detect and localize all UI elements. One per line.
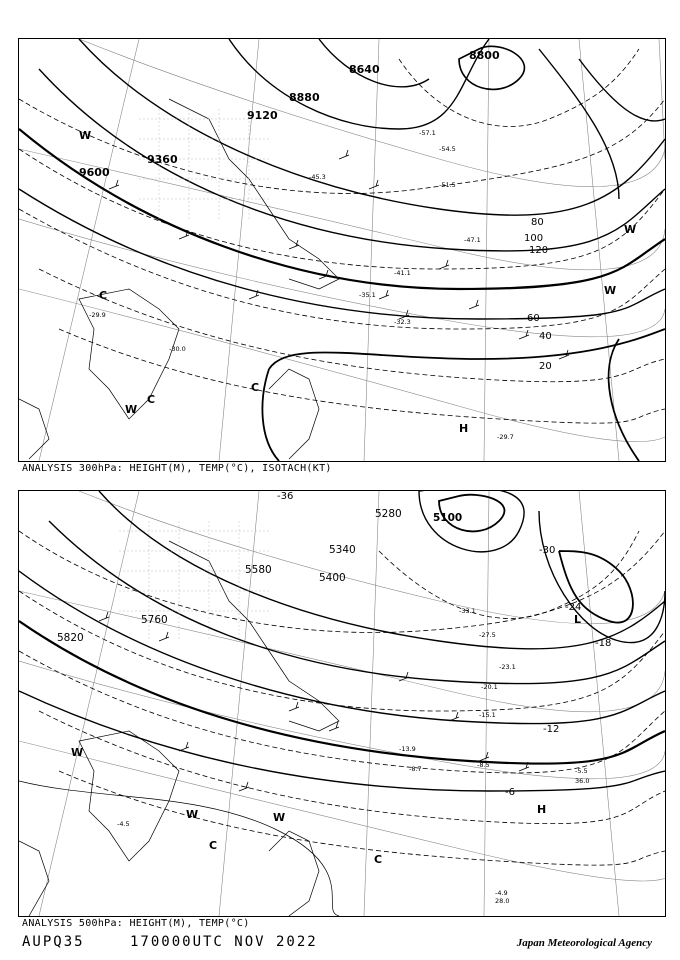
temp-label: -41.1: [394, 269, 411, 277]
cold-symbol: C: [374, 853, 383, 866]
agency-name: Japan Meteorological Agency: [516, 937, 652, 949]
height-label: 9600: [79, 166, 110, 179]
warm-symbol: W: [273, 811, 286, 824]
warm-symbol: W: [186, 808, 199, 821]
isotherm-label: -36: [277, 491, 294, 502]
station-value: 28.0: [495, 897, 510, 905]
station-value: -23.1: [499, 663, 516, 671]
isotach-labels: [524, 217, 552, 372]
height-label: 9120: [247, 109, 278, 122]
isotach-label: 100: [524, 233, 544, 244]
warm-symbol: W: [624, 223, 637, 236]
warm-symbol: W: [79, 129, 92, 142]
map-500hpa: [19, 491, 665, 916]
station-value: -8.5: [477, 761, 490, 769]
isotach-label: 40: [539, 331, 552, 342]
footer: [22, 934, 652, 954]
isotherm-label: -30: [539, 545, 556, 556]
height-label: 8880: [289, 91, 320, 104]
warm-symbol: W: [604, 284, 617, 297]
height-label: 5820: [57, 632, 84, 644]
height-label: 5100: [433, 512, 463, 524]
isotach-label: 20: [539, 361, 552, 372]
height-label: 5340: [329, 544, 356, 556]
height-label: 5400: [319, 572, 346, 584]
cold-symbol: C: [209, 839, 218, 852]
temp-label: -29.9: [89, 311, 106, 319]
temp-label: -30.0: [169, 345, 186, 353]
isotherm-labels: [277, 491, 611, 798]
warm-symbol: W: [71, 746, 84, 759]
height-contours: [19, 39, 665, 461]
isotherm-label: -6: [505, 787, 515, 798]
temp-label: -51.5: [439, 181, 456, 189]
isotherms: [19, 49, 665, 423]
station-value: -27.5: [479, 631, 496, 639]
height-label: 8640: [349, 63, 380, 76]
temp-label: -57.1: [419, 129, 436, 137]
caption-500hpa: ANALYSIS 500hPa: HEIGHT(M), TEMP(°C): [22, 918, 250, 929]
station-value: -5.5: [575, 767, 588, 775]
caption-300hpa: ANALYSIS 300hPa: HEIGHT(M), TEMP(°C), ISOTACH(KT): [22, 463, 332, 474]
height-label: 8800: [469, 49, 500, 62]
high-symbol: H: [459, 422, 469, 435]
graticule: [19, 39, 665, 461]
height-label: 5760: [141, 614, 168, 626]
isotherm-label: -12: [543, 724, 560, 735]
station-value: -15.1: [479, 711, 496, 719]
station-values: [117, 607, 589, 905]
station-value: -8.7: [409, 765, 422, 773]
station-value: -4.5: [117, 820, 130, 828]
isotherm-label: -24: [565, 602, 582, 613]
map-300hpa: [19, 39, 665, 461]
chart-500hpa: [18, 490, 666, 917]
station-value: -20.1: [481, 683, 498, 691]
station-value: -4.9: [495, 889, 508, 897]
temp-label: -29.7: [497, 433, 514, 441]
height-label: 9360: [147, 153, 178, 166]
cold-symbol: C: [147, 393, 156, 406]
height-label: 5280: [375, 508, 402, 520]
cold-symbol: C: [99, 289, 108, 302]
temp-label: -47.1: [464, 236, 481, 244]
temp-label: -32.3: [394, 318, 411, 326]
chart-code: AUPQ35: [22, 934, 85, 950]
pressure-symbols: [71, 613, 581, 866]
cold-symbol: C: [251, 381, 260, 394]
temp-label: -35.1: [359, 291, 376, 299]
chart-300hpa: [18, 38, 666, 462]
high-symbol: H: [537, 803, 547, 816]
isotach-label: 60: [527, 313, 540, 324]
temp-label: -54.5: [439, 145, 456, 153]
coastline: [19, 99, 339, 459]
valid-time: 170000UTC NOV 2022: [130, 934, 318, 950]
height-contours: [19, 491, 665, 791]
warm-symbol: W: [125, 403, 138, 416]
isotherm-label: -18: [595, 638, 612, 649]
station-value: 36.0: [575, 777, 590, 785]
station-value: -33.1: [459, 607, 476, 615]
isotach-label: 80: [531, 217, 544, 228]
isotach-label: 120: [529, 245, 549, 256]
station-value: -13.9: [399, 745, 416, 753]
low-symbol: L: [574, 613, 582, 626]
temp-label: -45.3: [309, 173, 326, 181]
height-label: 5580: [245, 564, 272, 576]
